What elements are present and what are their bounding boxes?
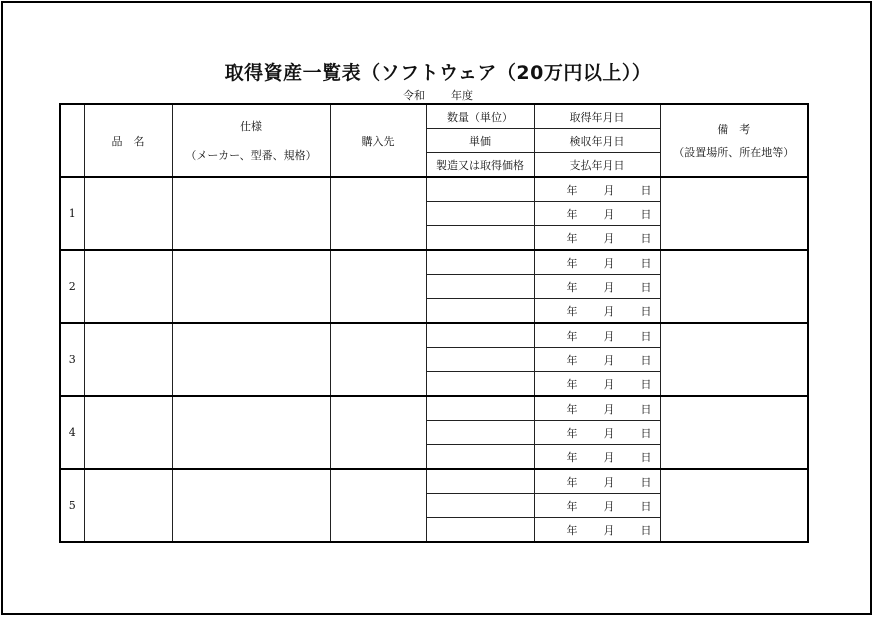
day-label: 日 [640,256,652,270]
header-item-name: 品 名 [84,104,172,177]
row-number: 3 [60,323,84,396]
day-label: 日 [640,377,652,391]
cost-cell[interactable] [426,372,534,397]
year-label: 年 [566,207,578,221]
inspect-date-cell[interactable] [534,275,660,299]
day-label: 日 [640,499,652,513]
inspect-date-cell[interactable] [534,202,660,226]
day-label: 日 [640,329,652,343]
pay-date-cell[interactable] [534,445,660,470]
date-field [535,255,660,271]
year-label: 年 [566,523,578,537]
year-label: 年 [566,329,578,343]
month-label: 月 [603,256,615,270]
remarks-cell[interactable] [660,396,808,469]
acq-date-cell[interactable] [534,177,660,202]
acq-date-cell[interactable] [534,469,660,494]
month-label: 月 [603,183,615,197]
remarks-cell[interactable] [660,469,808,542]
day-label: 日 [640,475,652,489]
date-field [535,449,660,465]
item-name-cell[interactable] [84,396,172,469]
month-label: 月 [603,377,615,391]
date-field [535,522,660,538]
day-label: 日 [640,426,652,440]
vendor-cell[interactable] [330,469,426,542]
day-label: 日 [640,353,652,367]
unit-price-cell[interactable] [426,275,534,299]
day-label: 日 [640,450,652,464]
header-acq-date: 取得年月日 [534,104,660,129]
header-remarks-note: （設置場所、所在地等） [673,145,795,159]
unit-price-cell[interactable] [426,494,534,518]
month-label: 月 [603,475,615,489]
qty-unit-cell[interactable] [426,250,534,275]
pay-date-cell[interactable] [534,299,660,324]
vendor-cell[interactable] [330,177,426,250]
month-label: 月 [603,402,615,416]
date-field [535,279,660,295]
spec-cell[interactable] [172,250,330,323]
year-label: 年 [566,183,578,197]
date-field [535,206,660,222]
header-cost: 製造又は取得価格 [426,153,534,178]
day-label: 日 [640,280,652,294]
day-label: 日 [640,207,652,221]
header-spec-label: 仕様 [240,119,262,133]
month-label: 月 [603,523,615,537]
acq-date-cell[interactable] [534,250,660,275]
date-field [535,401,660,417]
day-label: 日 [640,402,652,416]
row-number: 2 [60,250,84,323]
qty-unit-cell[interactable] [426,323,534,348]
year-label: 年 [566,256,578,270]
date-field [535,352,660,368]
year-label: 年 [566,304,578,318]
header-no [60,104,84,177]
header-vendor: 購入先 [330,104,426,177]
table-row [60,250,808,275]
inspect-date-cell[interactable] [534,494,660,518]
date-field [535,182,660,198]
header-unit-price: 単価 [426,129,534,153]
year-label: 年 [566,353,578,367]
table-row [60,396,808,421]
header-pay-date: 支払年月日 [534,153,660,178]
era-label: 令和 [403,89,425,102]
year-label: 年 [566,450,578,464]
header-inspect-date: 検収年月日 [534,129,660,153]
cost-cell[interactable] [426,445,534,470]
cost-cell[interactable] [426,226,534,251]
row-number: 1 [60,177,84,250]
acq-date-cell[interactable] [534,396,660,421]
month-label: 月 [603,426,615,440]
row-number: 4 [60,396,84,469]
day-label: 日 [640,523,652,537]
month-label: 月 [603,450,615,464]
year-label: 年 [566,426,578,440]
date-field [535,328,660,344]
unit-price-cell[interactable] [426,348,534,372]
header-spec [172,104,330,177]
pay-date-cell[interactable] [534,226,660,251]
item-name-cell[interactable] [84,469,172,542]
qty-unit-cell[interactable] [426,177,534,202]
remarks-cell[interactable] [660,323,808,396]
spec-cell[interactable] [172,323,330,396]
unit-price-cell[interactable] [426,421,534,445]
table-row [60,323,808,348]
table-row [60,469,808,494]
remarks-cell[interactable] [660,177,808,250]
header-qty-unit: 数量（単位） [426,104,534,129]
header-remarks-label: 備 考 [717,122,751,136]
date-field [535,303,660,319]
month-label: 月 [603,231,615,245]
vendor-cell[interactable] [330,396,426,469]
date-field [535,474,660,490]
spec-cell[interactable] [172,177,330,250]
inspect-date-cell[interactable] [534,421,660,445]
qty-unit-cell[interactable] [426,396,534,421]
row-number: 5 [60,469,84,542]
unit-price-cell[interactable] [426,202,534,226]
item-name-cell[interactable] [84,323,172,396]
table-row [60,177,808,202]
spec-cell[interactable] [172,396,330,469]
year-label: 年 [566,499,578,513]
vendor-cell[interactable] [330,250,426,323]
year-label: 年 [566,377,578,391]
qty-unit-cell[interactable] [426,469,534,494]
date-field [535,376,660,392]
header-remarks [660,104,808,177]
header-spec-note: （メーカー、型番、規格） [185,148,317,162]
item-name-cell[interactable] [84,250,172,323]
asset-ledger-table [59,103,809,543]
year-label: 年 [566,475,578,489]
acq-date-cell[interactable] [534,323,660,348]
date-field [535,498,660,514]
day-label: 日 [640,304,652,318]
cost-cell[interactable] [426,518,534,543]
spec-cell[interactable] [172,469,330,542]
year-label: 年 [566,231,578,245]
item-name-cell[interactable] [84,177,172,250]
date-field [535,425,660,441]
pay-date-cell[interactable] [534,518,660,543]
day-label: 日 [640,183,652,197]
date-field [535,230,660,246]
inspect-date-cell[interactable] [534,348,660,372]
year-label: 年 [566,280,578,294]
year-label: 年 [566,402,578,416]
month-label: 月 [603,499,615,513]
month-label: 月 [603,207,615,221]
cost-cell[interactable] [426,299,534,324]
remarks-cell[interactable] [660,250,808,323]
day-label: 日 [640,231,652,245]
month-label: 月 [603,304,615,318]
vendor-cell[interactable] [330,323,426,396]
page-title: 取得資産一覧表（ソフトウェア（20万円以上）） [224,62,652,84]
pay-date-cell[interactable] [534,372,660,397]
fiscal-year-line [0,87,876,103]
month-label: 月 [603,280,615,294]
month-label: 月 [603,353,615,367]
month-label: 月 [603,329,615,343]
fiscal-year-label: 年度 [451,89,473,102]
